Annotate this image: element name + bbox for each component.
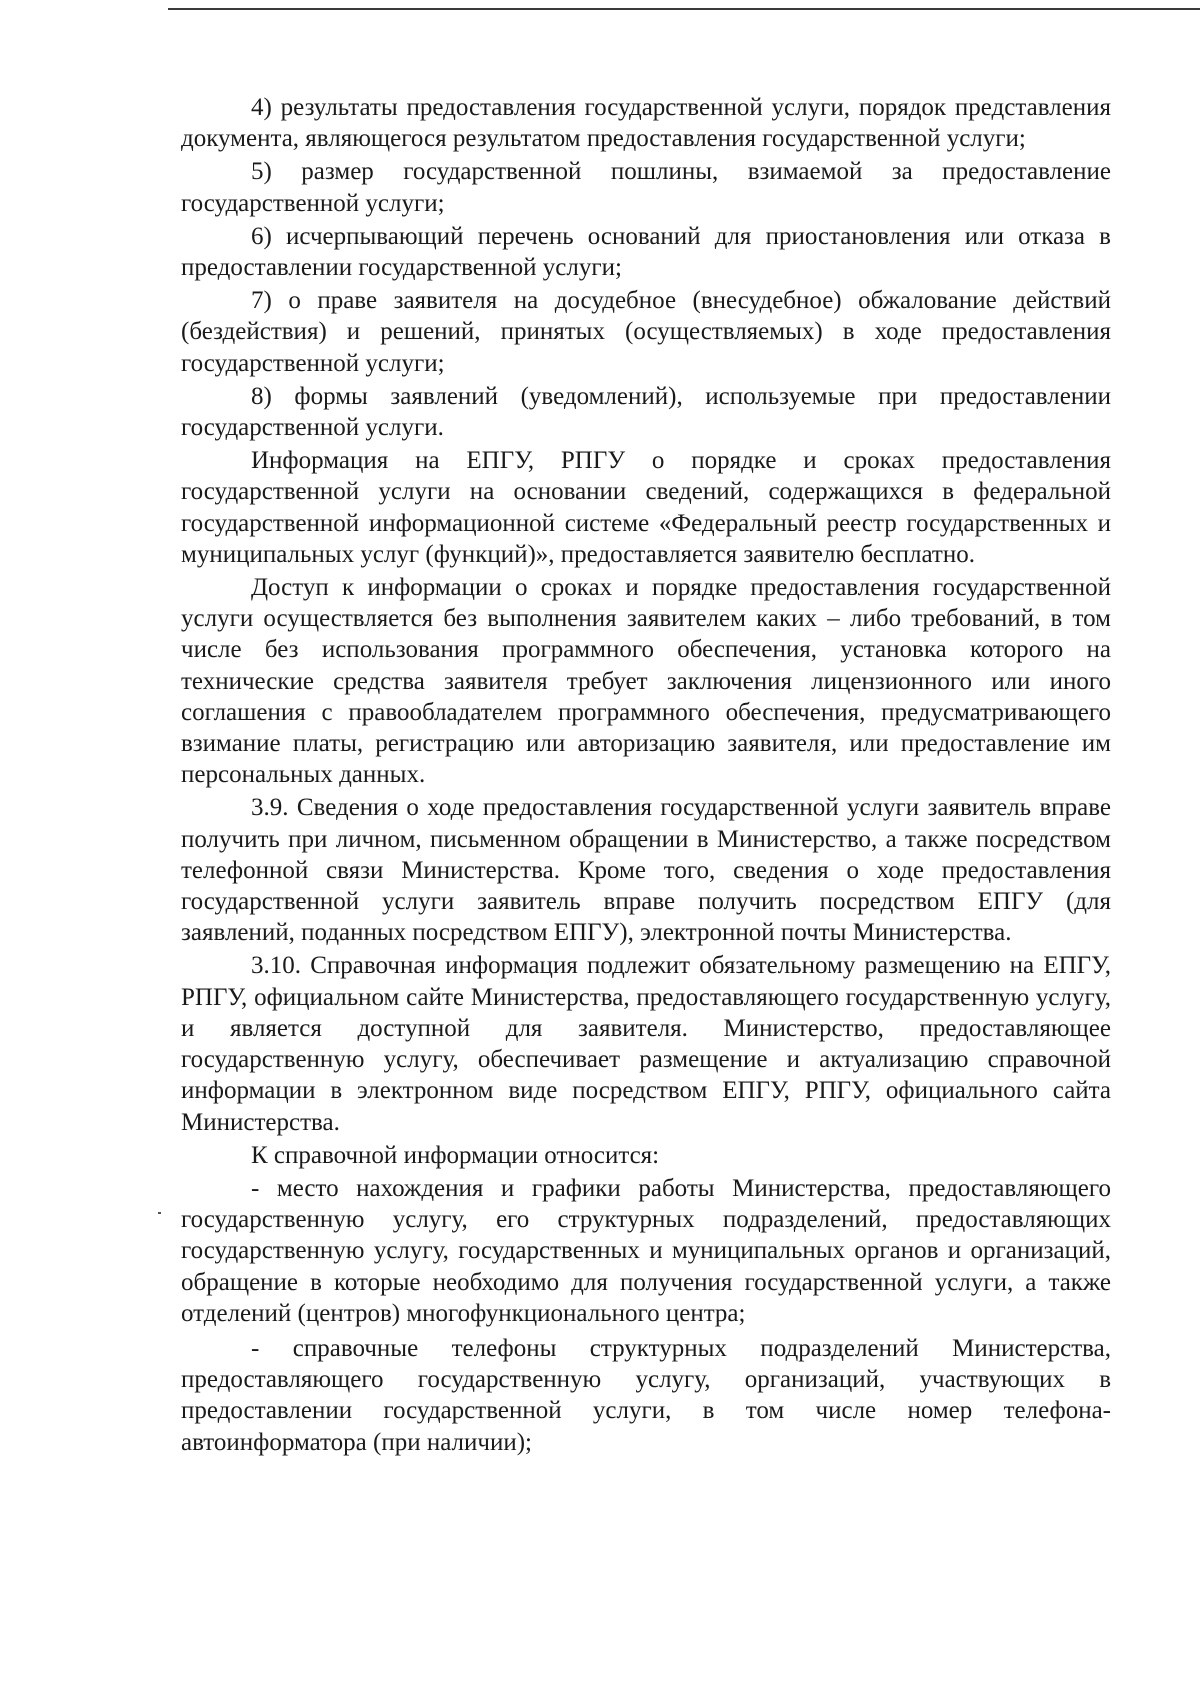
paragraph-epgu-info: Информация на ЕПГУ, РПГУ о порядке и сроках предоставления государственной услуги на основании сведений, содержащихся в федеральной государственной информационной системе «Федеральный реестр государственных и муниципальных услуг (функций)», предоставляется заявителю бесплатно. [181,447,1111,568]
paragraph-item-8: 8) формы заявлений (уведомлений), используемые при предоставлении государственной услуги. [181,382,1111,442]
document-page [181,92,1111,1458]
paragraph-item-6: 6) исчерпывающий перечень оснований для приостановления или отказа в предоставлении государственной услуги; [181,222,1111,282]
paragraph-location-schedule: - место нахождения и графики работы Министерства, предоставляющего государственную услугу, его структурных подразделений, предоставляющих государственную услугу, государственных и муниципальных органов и организаций, обращение в которые необходимо для получения государственной услуги, а также отделений (центров) многофункционального центра; [181,1174,1111,1327]
paragraph-reference-heading: К справочной информации относится: [251,1141,660,1169]
paragraph-phones: - справочные телефоны структурных подразделений Министерства, предоставляющего государственную услугу, организаций, участвующих в предоставлении государственной услуги, в том числе номер телефона-автоинформатора (при наличии); [181,1334,1111,1456]
paragraph-item-4: 4) результаты предоставления государственной услуги, порядок представления документа, являющегося результатом предоставления государственной услуги; [181,94,1111,153]
paragraph-item-5: 5) размер государственной пошлины, взимаемой за предоставление государственной услуги; [181,158,1111,217]
paragraph-3-10: 3.10. Справочная информация подлежит обязательному размещению на ЕПГУ, РПГУ, официальном сайте Министерства, предоставляющего государственную услугу, и является доступной для заявителя. Министерство, предоставляющее государственную услугу, обеспечивает размещение и актуализацию справочной информации в электронном виде посредством ЕПГУ, РПГУ, официального сайта Министерства. [181,952,1111,1136]
paragraph-access-info: Доступ к информации о сроках и порядке предоставления государственной услуги осуществляется без выполнения заявителем каких – либо требований, в том числе без использования программного обеспечения, установка которого на технические средства заявителя требует заключения лицензионного или иного соглашения с правообладателем программного обеспечения, предусматривающего взимание платы, регистрацию или авторизацию заявителя, или предоставление им персональных данных. [181,574,1111,789]
scan-speck [158,1212,161,1214]
paragraph-3-9: 3.9. Сведения о ходе предоставления государственной услуги заявитель вправе получить при личном, письменном обращении в Министерство, а также посредством телефонной связи Министерства. Кроме того, сведения о ходе предоставления государственной услуги заявитель вправе получить посредством ЕПГУ (для заявлений, поданных посредством ЕПГУ), электронной почты Министерства. [181,794,1111,947]
page-top-edge-line [168,8,1200,10]
paragraph-item-7: 7) о праве заявителя на досудебное (внесудебное) обжалование действий (бездействия) и решений, принятых (осуществляемых) в ходе предоставления государственной услуги; [181,287,1111,377]
